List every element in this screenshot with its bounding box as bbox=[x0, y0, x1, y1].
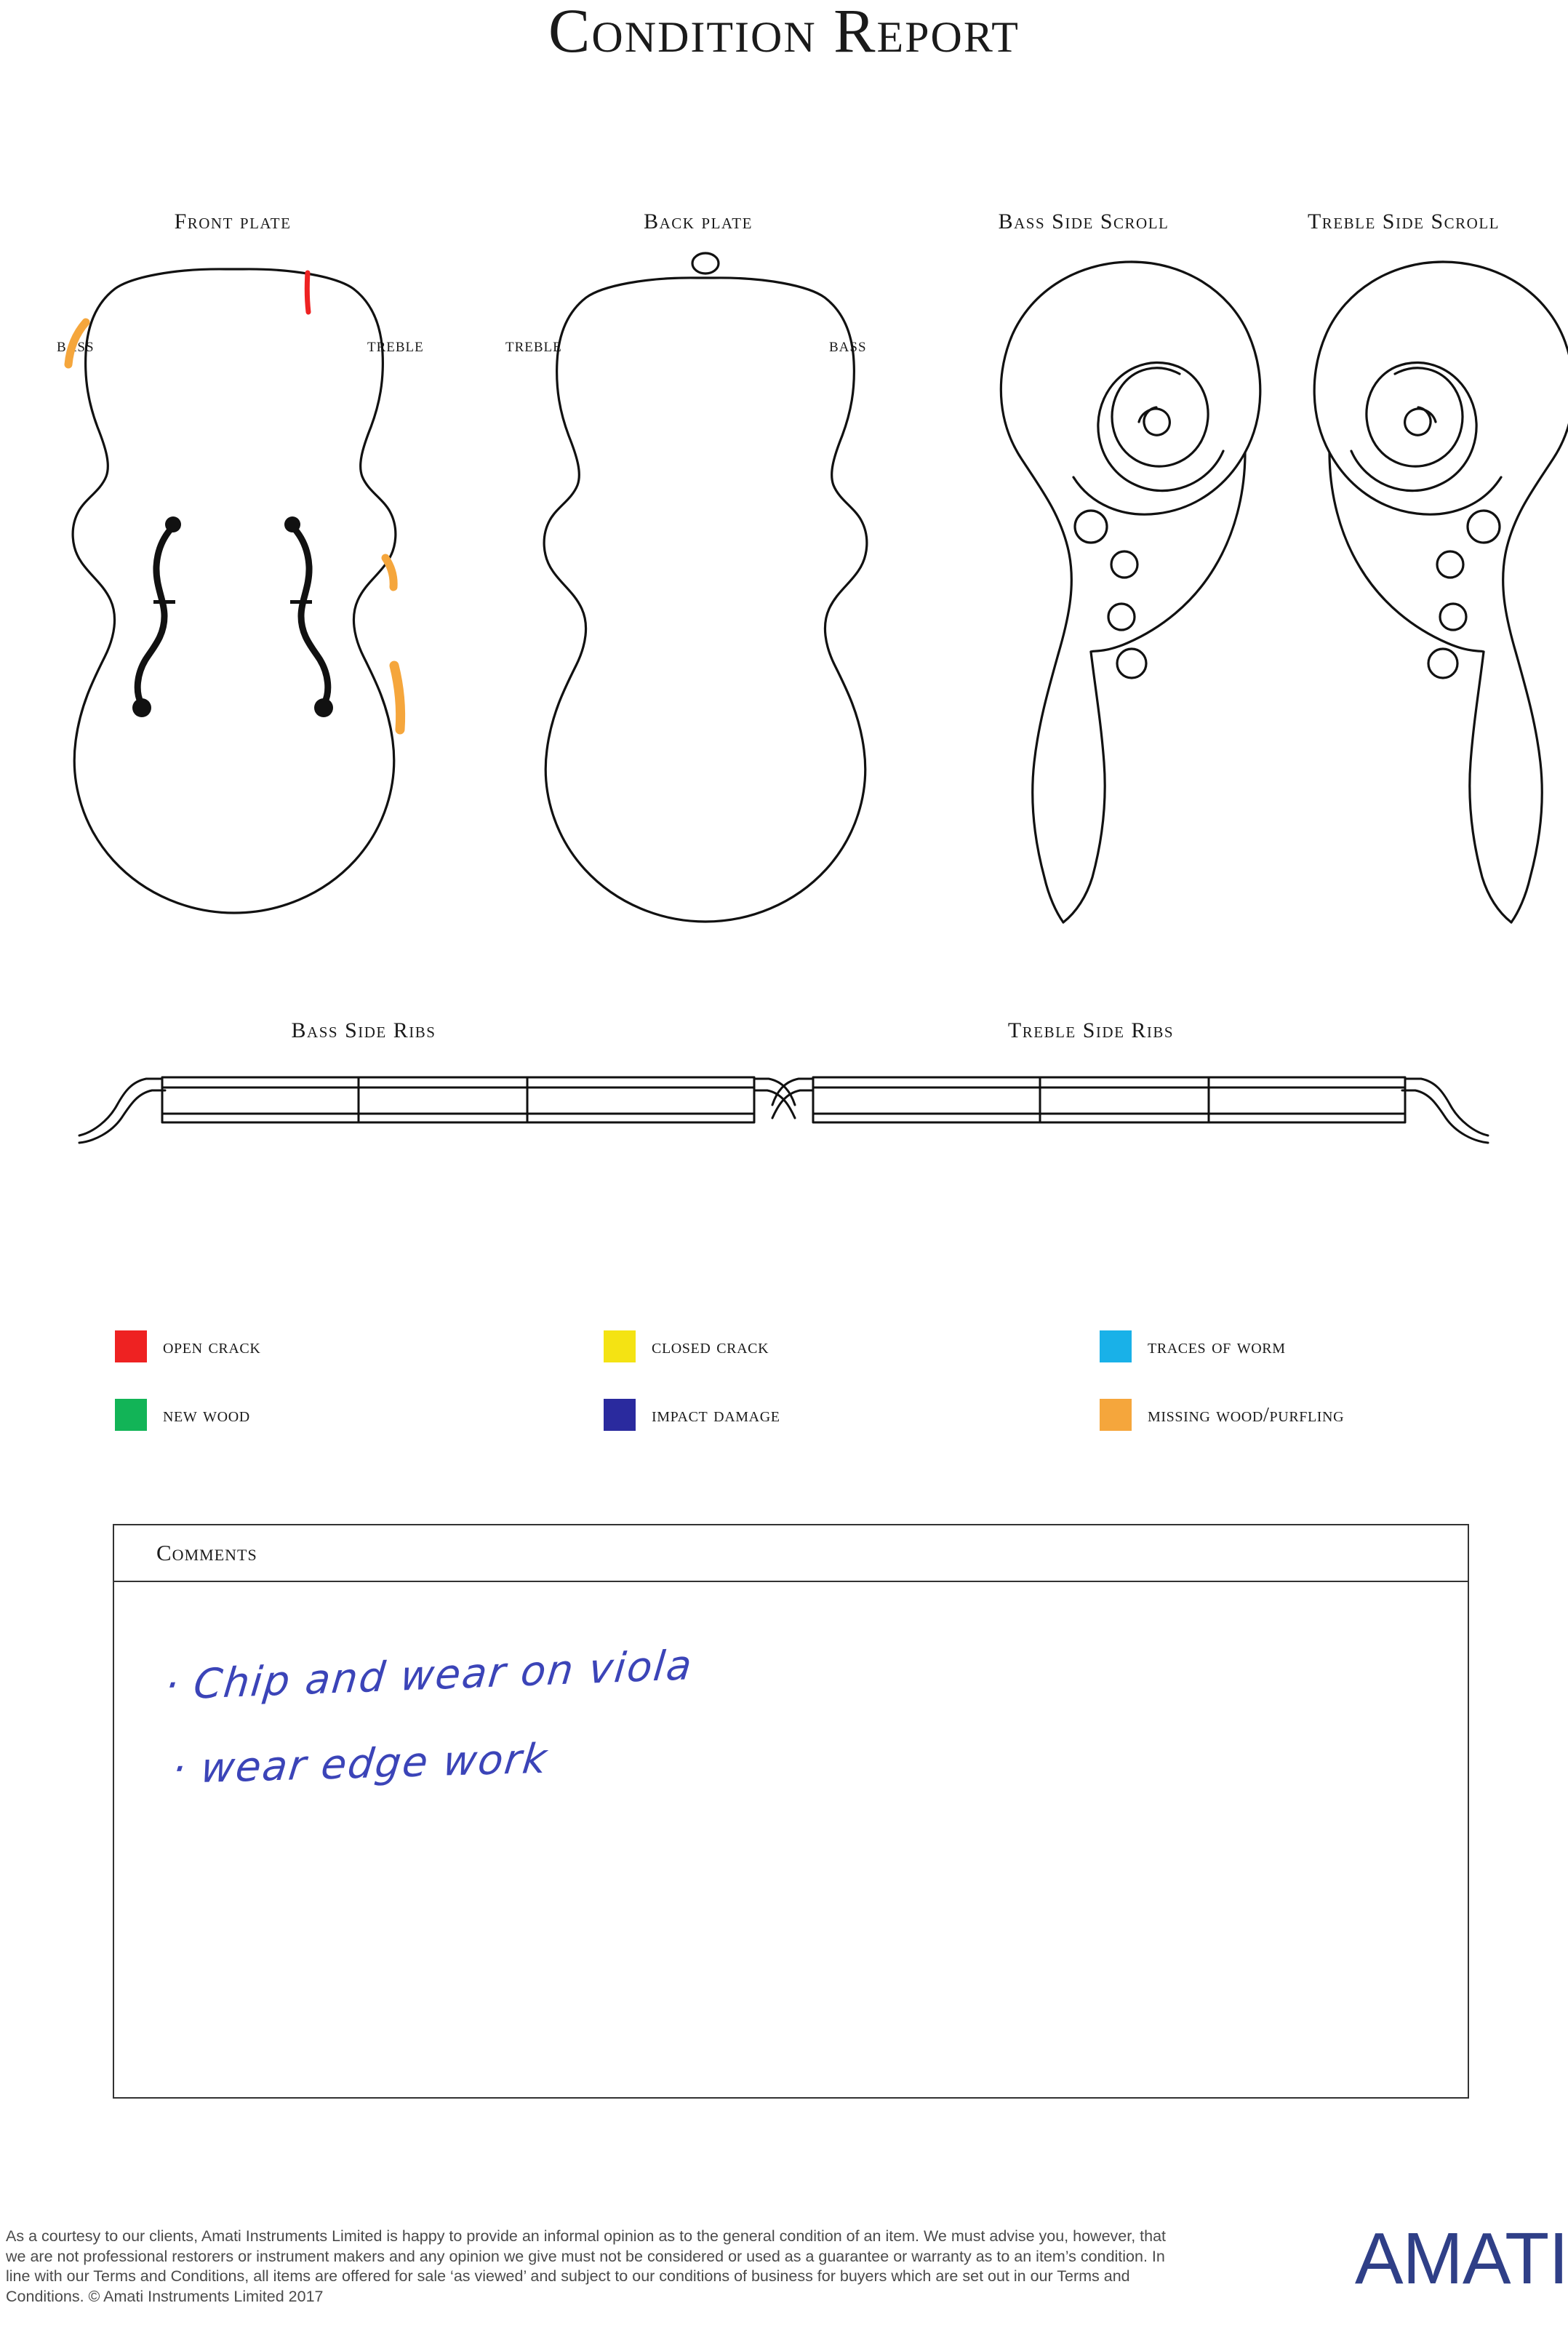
legend-label-new-wood: new wood bbox=[163, 1402, 250, 1426]
comment-line-1: · Chip and wear on viola bbox=[162, 1641, 695, 1710]
comment-line-2: · wear edge work bbox=[169, 1735, 551, 1794]
legend-swatch-missing-wood bbox=[1100, 1399, 1132, 1431]
caption-front-plate: Front plate bbox=[174, 209, 292, 234]
bass-side-ribs-diagram bbox=[76, 1051, 796, 1153]
back-plate-bass-label: BASS bbox=[829, 340, 867, 355]
legend-label-impact-damage: impact damage bbox=[652, 1402, 780, 1426]
page-title: Condition Report bbox=[548, 0, 1020, 65]
legend-label-traces-of-worm: traces of worm bbox=[1148, 1334, 1286, 1358]
comments-body[interactable] bbox=[114, 1582, 1468, 2099]
disclaimer-text: As a courtesy to our clients, Amati Instruments Limited is happy to provide an informal opinion as to the general condition of an item. We must advise you, however, that we are not professional restorers or instrument makers and any opinion we give must not be considered or used as a guarantee or warranty as to an item’s condition. In line with our Terms and Conditions, all items are offered for sale ‘as viewed’ and subject to our conditions of business for buyers which are set out in our Terms and Conditions. © Amati Instruments Limited 2017 bbox=[6, 2227, 1167, 2306]
front-plate-diagram bbox=[44, 258, 436, 935]
legend-label-missing-wood: missing wood/purfling bbox=[1148, 1402, 1345, 1426]
amati-logo: AMATI bbox=[1354, 2218, 1568, 2299]
legend-label-open-crack: open crack bbox=[163, 1334, 261, 1358]
caption-treble-side-scroll: Treble Side Scroll bbox=[1307, 209, 1500, 234]
treble-side-ribs-diagram bbox=[771, 1051, 1491, 1153]
bass-side-scroll-diagram bbox=[989, 253, 1273, 930]
caption-bass-side-ribs: Bass Side Ribs bbox=[291, 1018, 436, 1042]
legend-swatch-open-crack bbox=[115, 1330, 147, 1362]
legend-item-missing-wood bbox=[1100, 1399, 1344, 1431]
caption-back-plate: Back plate bbox=[644, 209, 753, 234]
front-plate-bass-label: BASS bbox=[57, 340, 95, 355]
back-plate-diagram bbox=[502, 247, 909, 924]
damage-legend bbox=[0, 1313, 1568, 1444]
comments-title: Comments bbox=[156, 1540, 257, 1565]
back-plate-treble-label: TREBLE bbox=[505, 340, 562, 355]
legend-item-impact-damage bbox=[604, 1399, 780, 1431]
legend-swatch-closed-crack bbox=[604, 1330, 636, 1362]
page-footer bbox=[0, 2196, 1568, 2327]
legend-swatch-impact-damage bbox=[604, 1399, 636, 1431]
legend-item-open-crack bbox=[115, 1330, 260, 1362]
caption-bass-side-scroll: Bass Side Scroll bbox=[998, 209, 1169, 234]
comments-header bbox=[114, 1525, 1468, 1582]
comments-box[interactable] bbox=[113, 1524, 1469, 2099]
front-plate-treble-label: TREBLE bbox=[367, 340, 424, 355]
legend-swatch-new-wood bbox=[115, 1399, 147, 1431]
legend-swatch-traces-of-worm bbox=[1100, 1330, 1132, 1362]
front-plate-damage-marks bbox=[68, 273, 401, 730]
treble-side-scroll-diagram bbox=[1302, 253, 1568, 930]
legend-item-traces-of-worm bbox=[1100, 1330, 1286, 1362]
caption-treble-side-ribs: Treble Side Ribs bbox=[1007, 1018, 1175, 1042]
legend-item-closed-crack bbox=[604, 1330, 769, 1362]
legend-label-closed-crack: closed crack bbox=[652, 1334, 769, 1358]
legend-item-new-wood bbox=[115, 1399, 250, 1431]
